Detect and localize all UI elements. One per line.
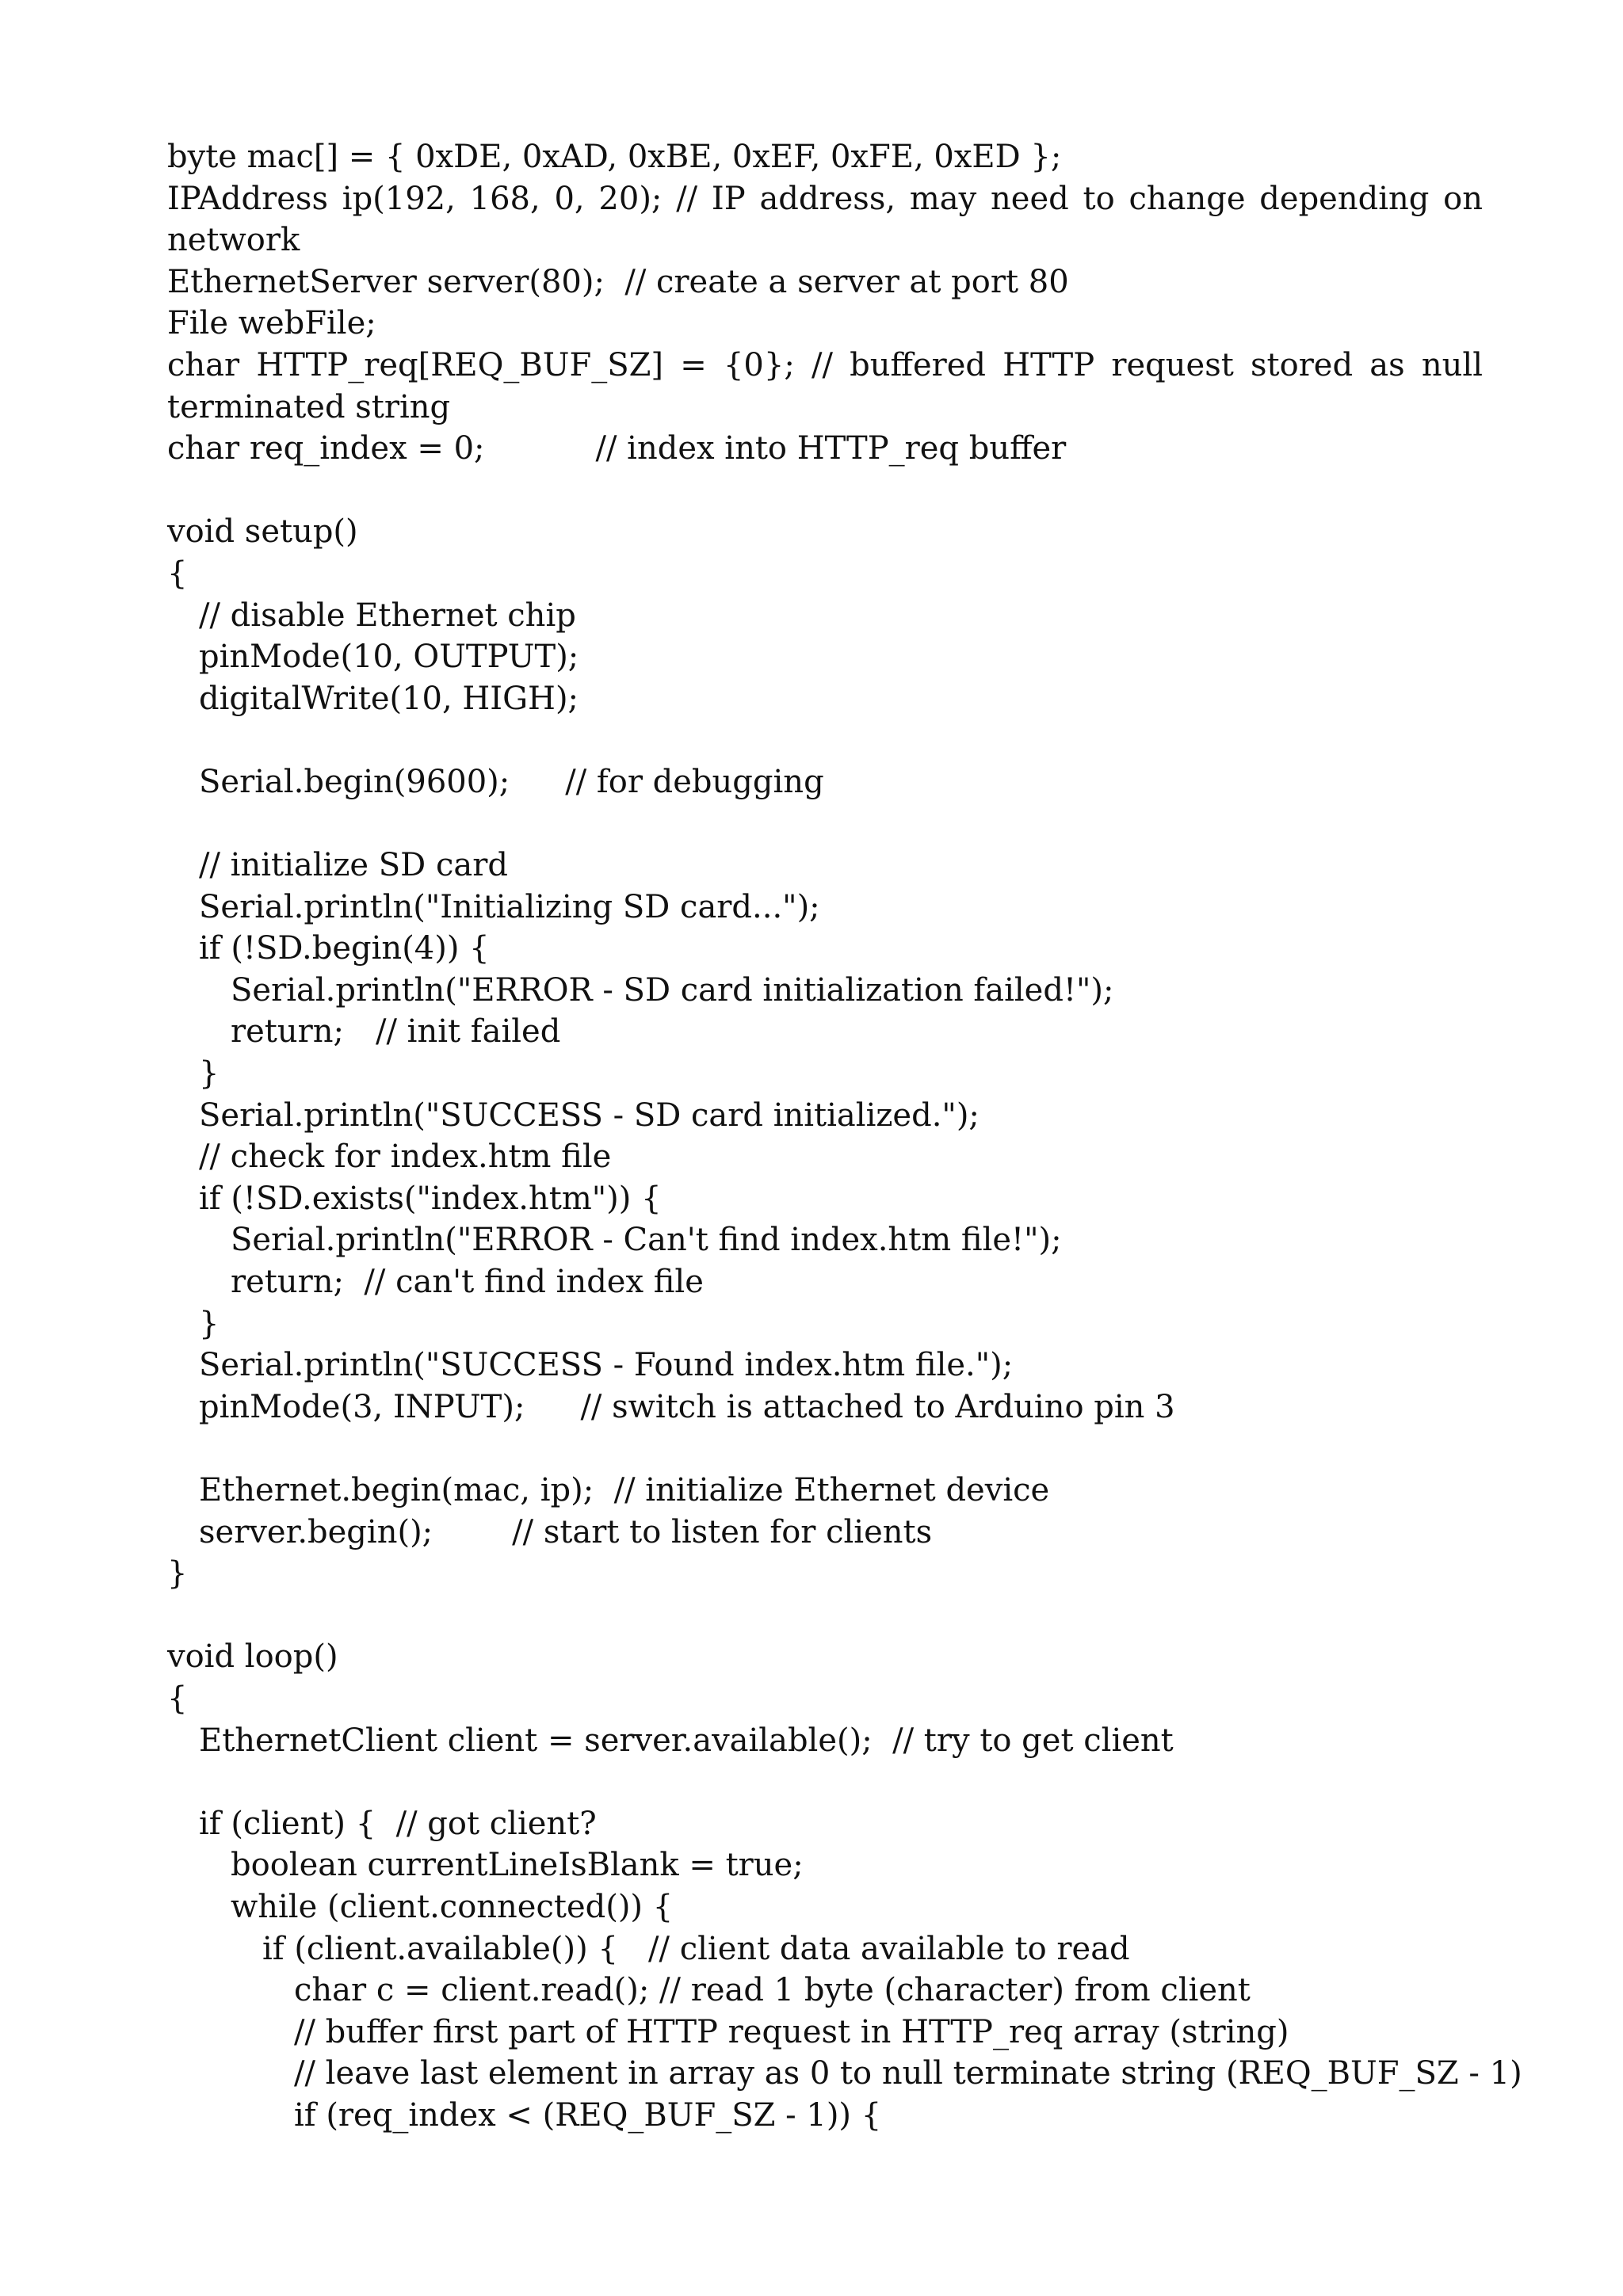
- code-line: File webFile;: [167, 305, 376, 342]
- code-line: if (client.available()) { // client data available to read: [262, 1930, 1130, 1967]
- code-line: if (!SD.begin(4)) {: [199, 930, 490, 967]
- code-line: {: [167, 1680, 188, 1717]
- code-comment: // index into HTTP_req buffer: [595, 430, 1067, 467]
- code-line: // leave last element in array as 0 to null terminate string (REQ_BUF_SZ - 1): [294, 2055, 1522, 2092]
- code-listing: [167, 136, 1522, 2137]
- code-statement: return;: [231, 1013, 344, 1051]
- blank-line: [167, 1761, 1483, 1803]
- code-statement: pinMode(3, INPUT);: [199, 1388, 525, 1425]
- blank-line: [167, 803, 1483, 845]
- code-line: char c = client.read(); // read 1 byte (character) from client: [294, 1972, 1251, 2009]
- code-line: IPAddress ip(192, 168, 0, 20); // IP address, may need to change depending on: [167, 180, 1483, 217]
- code-line: }: [199, 1055, 220, 1093]
- code-line: // initialize SD card: [199, 847, 508, 884]
- code-line: char HTTP_req[REQ_BUF_SZ] = {0}; // buffered HTTP request stored as null: [167, 346, 1483, 383]
- code-line: pinMode(10, OUTPUT);: [199, 639, 579, 676]
- code-line: EthernetClient client = server.available(); // try to get client: [199, 1722, 1174, 1759]
- code-line: byte mac[] = { 0xDE, 0xAD, 0xBE, 0xEF, 0xFE, 0xED };: [167, 139, 1062, 175]
- code-comment: // init failed: [376, 1013, 561, 1051]
- code-line: [167, 428, 1483, 470]
- code-line: Serial.println("Initializing SD card...");: [199, 888, 820, 925]
- code-line: if (req_index < (REQ_BUF_SZ - 1)) {: [294, 2096, 882, 2134]
- blank-line: [167, 470, 1483, 512]
- code-line: while (client.connected()) {: [231, 1888, 674, 1925]
- code-line: }: [199, 1305, 220, 1342]
- code-comment: // switch is attached to Arduino pin 3: [580, 1388, 1175, 1425]
- code-line: [167, 761, 1483, 803]
- code-line: {: [167, 555, 188, 592]
- blank-line: [167, 719, 1483, 761]
- code-line: if (!SD.exists("index.htm")) {: [199, 1180, 662, 1217]
- code-line: if (client) { // got client?: [199, 1805, 597, 1842]
- code-comment: // start to listen for clients: [512, 1513, 933, 1550]
- code-line: Serial.println("ERROR - SD card initialization failed!");: [231, 971, 1114, 1009]
- code-line: terminated string: [167, 388, 451, 425]
- blank-line: [167, 1595, 1483, 1637]
- code-line: [167, 1011, 1483, 1053]
- code-line: Serial.println("SUCCESS - SD card initialized.");: [199, 1097, 980, 1134]
- code-line: }: [167, 1555, 188, 1592]
- code-line: [167, 1512, 1483, 1554]
- code-line: EthernetServer server(80); // create a server at port 80: [167, 263, 1069, 300]
- code-line: [167, 1386, 1483, 1428]
- code-comment: // for debugging: [565, 763, 824, 800]
- code-line: Serial.println("SUCCESS - Found index.htm file.");: [199, 1347, 1014, 1384]
- code-line: Ethernet.begin(mac, ip); // initialize Ethernet device: [199, 1472, 1050, 1508]
- code-line: boolean currentLineIsBlank = true;: [231, 1847, 804, 1884]
- code-statement: server.begin();: [199, 1513, 433, 1550]
- code-line: return; // can't find index file: [231, 1264, 704, 1301]
- code-line: // disable Ethernet chip: [199, 597, 576, 634]
- code-line: network: [167, 222, 300, 259]
- code-line: void loop(): [167, 1638, 338, 1676]
- code-line: digitalWrite(10, HIGH);: [199, 680, 579, 717]
- code-statement: char req_index = 0;: [167, 430, 485, 467]
- code-statement: Serial.begin(9600);: [199, 763, 510, 800]
- code-line: // check for index.htm file: [199, 1138, 612, 1176]
- code-line: // buffer first part of HTTP request in HTTP_req array (string): [294, 2013, 1289, 2050]
- blank-line: [167, 1428, 1483, 1470]
- code-line: void setup(): [167, 513, 358, 551]
- code-line: Serial.println("ERROR - Can't find index.htm file!");: [231, 1222, 1062, 1259]
